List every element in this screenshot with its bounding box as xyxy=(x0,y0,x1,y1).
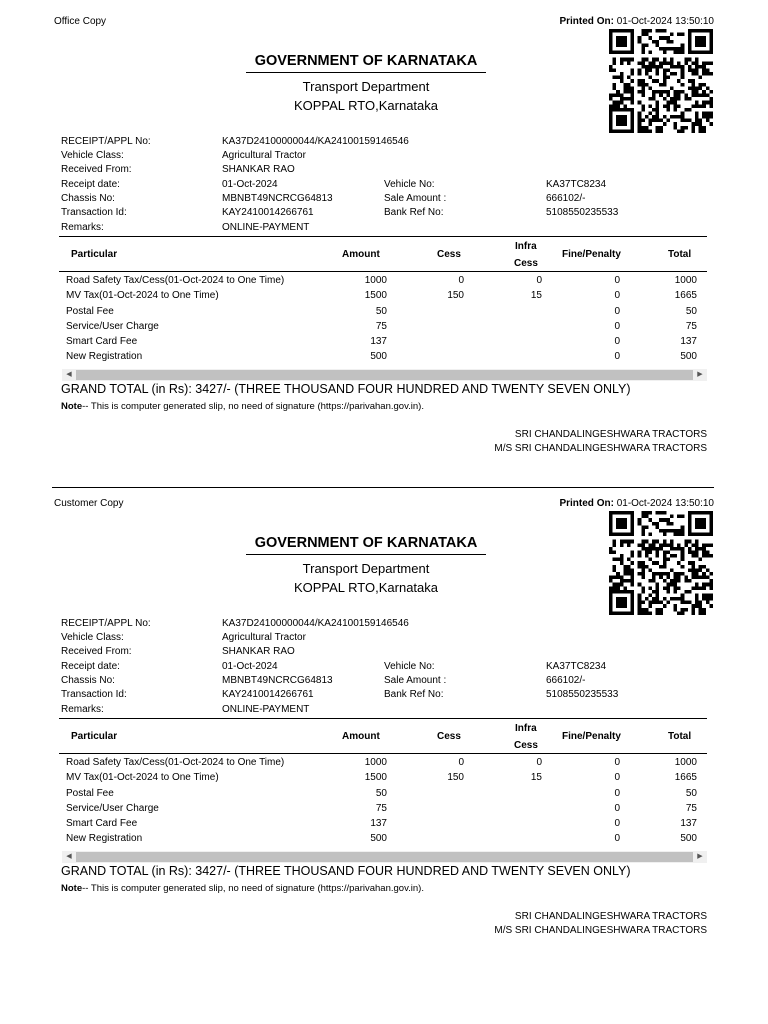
header-cess: Cess xyxy=(437,249,461,260)
government-title: GOVERNMENT OF KARNATAKA xyxy=(246,535,486,555)
remarks-label: Remarks: xyxy=(61,222,104,233)
cell-fine: 0 xyxy=(614,788,620,799)
table-row xyxy=(0,757,768,771)
table-row xyxy=(0,336,768,350)
cell-fine: 0 xyxy=(614,336,620,347)
vehicle-class-label: Vehicle Class: xyxy=(61,632,124,643)
transaction-value: KAY2410014266761 xyxy=(222,207,314,218)
cell-amount: 137 xyxy=(370,336,387,347)
header-particular: Particular xyxy=(71,731,118,742)
cell-particular: New Registration xyxy=(66,351,143,362)
vehicle-no-label: Vehicle No: xyxy=(384,179,435,190)
scrollbar-thumb[interactable] xyxy=(76,852,693,862)
cell-fine: 0 xyxy=(614,275,620,286)
header-cess: Cess xyxy=(437,731,461,742)
header-infra-line2: Cess xyxy=(514,740,538,751)
header-fine: Fine/Penalty xyxy=(562,731,621,742)
cell-particular: Service/User Charge xyxy=(66,321,159,332)
table-row xyxy=(0,306,768,320)
chassis-value: MBNBT49NCRCG64813 xyxy=(222,193,333,204)
dealer-name: SRI CHANDALINGESHWARA TRACTORS xyxy=(514,911,707,922)
department-name: Transport Department xyxy=(302,561,430,576)
cell-total: 500 xyxy=(680,833,697,844)
cell-amount: 1000 xyxy=(364,757,387,768)
chassis-label: Chassis No: xyxy=(61,193,115,204)
table-row xyxy=(0,818,768,832)
scroll-left-arrow-icon[interactable]: ◀ xyxy=(66,853,72,860)
sale-amount-value: 666102/- xyxy=(546,675,586,686)
chassis-value: MBNBT49NCRCG64813 xyxy=(222,675,333,686)
cell-particular: Road Safety Tax/Cess(01-Oct-2024 to One Time) xyxy=(66,275,285,286)
cell-amount: 1500 xyxy=(364,290,387,301)
cell-particular: Road Safety Tax/Cess(01-Oct-2024 to One Time) xyxy=(66,757,285,768)
table-row xyxy=(0,803,768,817)
cell-particular: Postal Fee xyxy=(66,306,114,317)
table-header-rule xyxy=(59,753,707,754)
rto-name: KOPPAL RTO,Karnataka xyxy=(293,580,439,595)
cell-fine: 0 xyxy=(614,772,620,783)
receipt-date-value: 01-Oct-2024 xyxy=(222,179,278,190)
table-top-rule xyxy=(59,718,707,719)
scrollbar-thumb[interactable] xyxy=(76,370,693,380)
chassis-label: Chassis No: xyxy=(61,675,115,686)
table-row xyxy=(0,351,768,365)
cell-cess: 150 xyxy=(447,290,464,301)
vehicle-no-value: KA37TC8234 xyxy=(546,661,607,672)
cell-total: 50 xyxy=(685,306,697,317)
header-infra-line1: Infra xyxy=(515,241,537,252)
received-from-value: SHANKAR RAO xyxy=(222,646,295,657)
cell-total: 75 xyxy=(685,321,697,332)
department-name: Transport Department xyxy=(302,79,430,94)
cell-total: 50 xyxy=(685,788,697,799)
table-header-rule xyxy=(59,271,707,272)
cell-particular: MV Tax(01-Oct-2024 to One Time) xyxy=(66,772,219,783)
table-row xyxy=(0,321,768,335)
cell-amount: 75 xyxy=(375,803,387,814)
cell-amount: 500 xyxy=(370,833,387,844)
cell-total: 75 xyxy=(685,803,697,814)
qr-code-icon xyxy=(607,29,715,133)
receipt-date-label: Receipt date: xyxy=(61,661,120,672)
table-row xyxy=(0,772,768,786)
cell-fine: 0 xyxy=(614,290,620,301)
cell-infra: 15 xyxy=(530,290,542,301)
receipt-label: RECEIPT/APPL No: xyxy=(61,136,151,147)
cell-fine: 0 xyxy=(614,818,620,829)
remarks-label: Remarks: xyxy=(61,704,104,715)
received-from-value: SHANKAR RAO xyxy=(222,164,295,175)
cell-particular: MV Tax(01-Oct-2024 to One Time) xyxy=(66,290,219,301)
sale-amount-label: Sale Amount : xyxy=(384,675,447,686)
table-row xyxy=(0,275,768,289)
sale-amount-label: Sale Amount : xyxy=(384,193,447,204)
received-from-label: Received From: xyxy=(61,164,132,175)
cell-particular: Service/User Charge xyxy=(66,803,159,814)
sale-amount-value: 666102/- xyxy=(546,193,586,204)
printed-on: Printed On: 01-Oct-2024 13:50:10 xyxy=(559,498,714,509)
cell-cess: 0 xyxy=(458,757,464,768)
cell-total: 1000 xyxy=(674,757,697,768)
received-from-label: Received From: xyxy=(61,646,132,657)
horizontal-scrollbar[interactable] xyxy=(62,369,707,381)
header-amount: Amount xyxy=(342,249,380,260)
office-copy xyxy=(0,0,768,482)
header-total: Total xyxy=(668,731,692,742)
cell-fine: 0 xyxy=(614,803,620,814)
cell-fine: 0 xyxy=(614,306,620,317)
transaction-label: Transaction Id: xyxy=(61,207,127,218)
cell-cess: 150 xyxy=(447,772,464,783)
cell-infra: 0 xyxy=(536,757,542,768)
header-particular: Particular xyxy=(71,249,118,260)
cell-total: 1665 xyxy=(674,290,697,301)
remarks-value: ONLINE-PAYMENT xyxy=(222,222,310,233)
customer-copy xyxy=(0,482,768,964)
bank-ref-label: Bank Ref No: xyxy=(384,207,444,218)
bank-ref-value: 5108550235533 xyxy=(546,207,619,218)
remarks-value: ONLINE-PAYMENT xyxy=(222,704,310,715)
vehicle-class-value: Agricultural Tractor xyxy=(222,632,306,643)
qr-code-icon xyxy=(607,511,715,615)
cell-amount: 50 xyxy=(375,788,387,799)
scroll-right-arrow-icon[interactable]: ▶ xyxy=(697,371,703,378)
receipt-date-label: Receipt date: xyxy=(61,179,120,190)
table-row xyxy=(0,833,768,847)
transaction-label: Transaction Id: xyxy=(61,689,127,700)
table-row xyxy=(0,788,768,802)
receipt-value: KA37D24100000044/KA24100159146546 xyxy=(222,618,409,629)
vehicle-no-value: KA37TC8234 xyxy=(546,179,607,190)
transaction-value: KAY2410014266761 xyxy=(222,689,314,700)
cell-total: 500 xyxy=(680,351,697,362)
cell-infra: 0 xyxy=(536,275,542,286)
cell-fine: 0 xyxy=(614,833,620,844)
bank-ref-label: Bank Ref No: xyxy=(384,689,444,700)
bank-ref-value: 5108550235533 xyxy=(546,689,619,700)
cell-fine: 0 xyxy=(614,757,620,768)
cell-infra: 15 xyxy=(530,772,542,783)
receipt-value: KA37D24100000044/KA24100159146546 xyxy=(222,136,409,147)
government-title: GOVERNMENT OF KARNATAKA xyxy=(246,53,486,73)
scroll-left-arrow-icon[interactable]: ◀ xyxy=(66,371,72,378)
table-top-rule xyxy=(59,236,707,237)
header-infra-line2: Cess xyxy=(514,258,538,269)
vehicle-class-label: Vehicle Class: xyxy=(61,150,124,161)
cell-total: 137 xyxy=(680,336,697,347)
cell-fine: 0 xyxy=(614,351,620,362)
note: Note-- This is computer generated slip, no need of signature (https://parivahan.gov.in). xyxy=(61,883,424,894)
cell-total: 1665 xyxy=(674,772,697,783)
grand-total: GRAND TOTAL (in Rs): 3427/- (THREE THOUSAND FOUR HUNDRED AND TWENTY SEVEN ONLY) xyxy=(61,382,631,396)
cell-cess: 0 xyxy=(458,275,464,286)
note: Note-- This is computer generated slip, no need of signature (https://parivahan.gov.in). xyxy=(61,401,424,412)
printed-on: Printed On: 01-Oct-2024 13:50:10 xyxy=(559,16,714,27)
dealer-name: SRI CHANDALINGESHWARA TRACTORS xyxy=(514,429,707,440)
cell-amount: 1500 xyxy=(364,772,387,783)
cell-total: 1000 xyxy=(674,275,697,286)
copy-label: Office Copy xyxy=(54,16,107,27)
header-infra-line1: Infra xyxy=(515,723,537,734)
cell-amount: 137 xyxy=(370,818,387,829)
cell-particular: New Registration xyxy=(66,833,143,844)
grand-total: GRAND TOTAL (in Rs): 3427/- (THREE THOUSAND FOUR HUNDRED AND TWENTY SEVEN ONLY) xyxy=(61,864,631,878)
cell-amount: 75 xyxy=(375,321,387,332)
vehicle-class-value: Agricultural Tractor xyxy=(222,150,306,161)
cell-fine: 0 xyxy=(614,321,620,332)
receipt-date-value: 01-Oct-2024 xyxy=(222,661,278,672)
vehicle-no-label: Vehicle No: xyxy=(384,661,435,672)
scroll-right-arrow-icon[interactable]: ▶ xyxy=(697,853,703,860)
header-total: Total xyxy=(668,249,692,260)
cell-amount: 50 xyxy=(375,306,387,317)
copy-label: Customer Copy xyxy=(54,498,124,509)
header-fine: Fine/Penalty xyxy=(562,249,621,260)
cell-particular: Postal Fee xyxy=(66,788,114,799)
receipt-label: RECEIPT/APPL No: xyxy=(61,618,151,629)
table-row xyxy=(0,290,768,304)
dealer-firm: M/S SRI CHANDALINGESHWARA TRACTORS xyxy=(494,443,707,454)
cell-particular: Smart Card Fee xyxy=(66,336,138,347)
cell-amount: 500 xyxy=(370,351,387,362)
cell-particular: Smart Card Fee xyxy=(66,818,138,829)
rto-name: KOPPAL RTO,Karnataka xyxy=(293,98,439,113)
dealer-firm: M/S SRI CHANDALINGESHWARA TRACTORS xyxy=(494,925,707,936)
horizontal-scrollbar[interactable] xyxy=(62,851,707,863)
header-amount: Amount xyxy=(342,731,380,742)
cell-total: 137 xyxy=(680,818,697,829)
cell-amount: 1000 xyxy=(364,275,387,286)
